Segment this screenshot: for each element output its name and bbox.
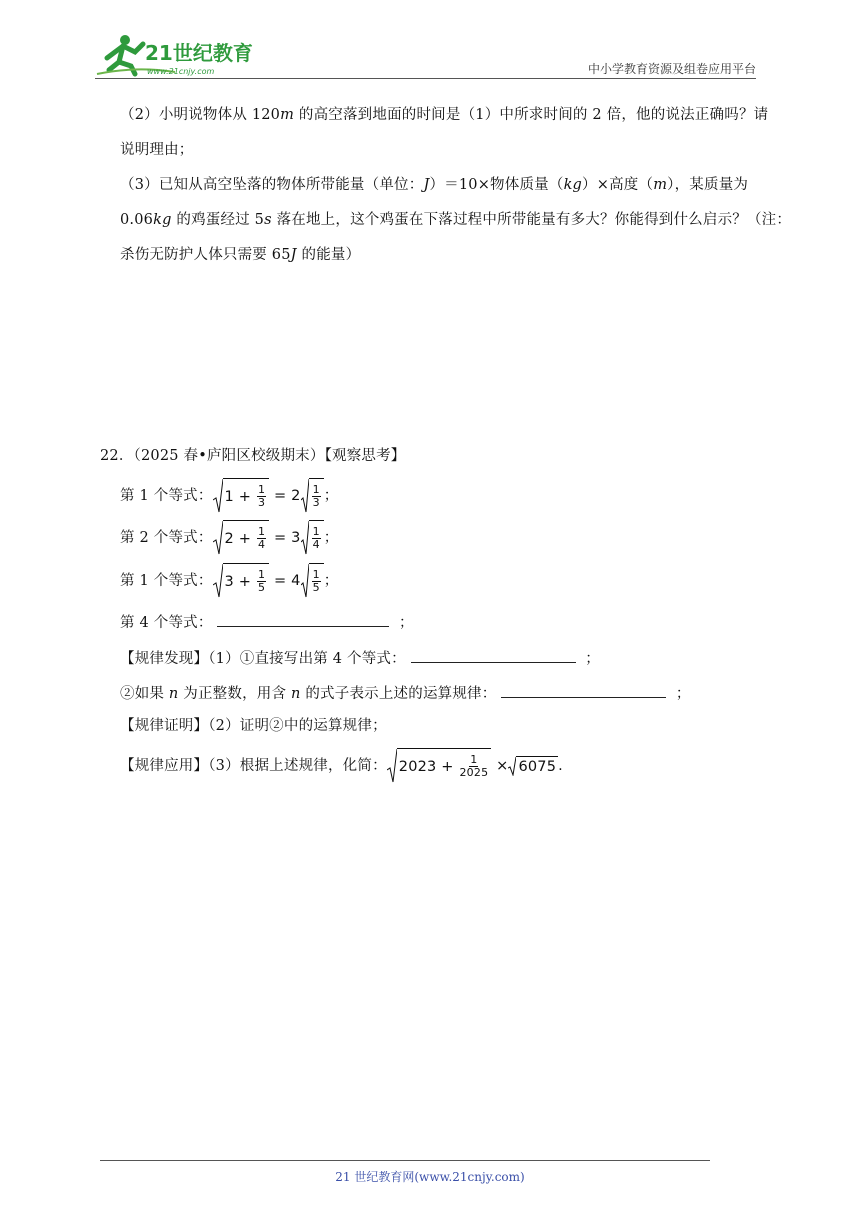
q21-part3-line3: 杀伤无防护人体只需要 65J 的能量） [120,247,361,263]
site-logo [95,30,265,80]
sqrt-expression: 2023 + $\frac{1}{2025}$ [387,748,491,784]
q22-title: 22．（2025 春•庐阳区校级期末）【观察思考】 [100,448,406,464]
law-discovery-part2: ②如果 n 为正整数，用含 n 的式子表示上述的运算规律： ； [120,683,691,704]
sqrt-expression: 1 + $\frac{1}{3}$ [213,478,270,514]
law-application: 【规律应用】（3）根据上述规律，化简： 2023 + $\frac{1}{2025}$ × 6075 . [120,748,563,784]
answer-blank-law1[interactable] [411,648,576,663]
equation-4: 第 4 个等式： ； [120,612,414,633]
q21-part2-line2: 说明理由； [120,142,194,158]
answer-blank-law2[interactable] [501,683,666,698]
svg-text:21世纪教育: 21世纪教育 [145,41,253,65]
q21-part3-line2: 0.06kg 的鸡蛋经过 5s 落在地上，这个鸡蛋在下落过程中所带能量有多大？你能得到什么启示？（注： [120,212,792,228]
equation-3: 第 1 个等式： 3 + $\frac{1}{5}$ = 4 $\frac{1}{5}$ ； [120,563,339,599]
svg-text:www.21cnjy.com: www.21cnjy.com [147,67,215,76]
answer-blank-eq4[interactable] [217,612,389,627]
platform-slogan: 中小学教育资源及组卷应用平台 [587,62,756,76]
footer-site-link[interactable]: 21 世纪教育网(www.21cnjy.com) [335,1170,525,1184]
header-divider [95,78,756,79]
law-proof: 【规律证明】（2）证明②中的运算规律； [120,718,387,734]
q21-part2-line1: （2）小明说物体从 120m 的高空落到地面的时间是（1）中所求时间的 2 倍，他的说法正确吗？请 [120,107,769,123]
equation-2: 第 2 个等式： 2 + $\frac{1}{4}$ = 3 $\frac{1}{4}$ ； [120,520,339,556]
law-discovery-part1: 【规律发现】（1）①直接写出第 4 个等式： ； [120,648,600,669]
q21-part3-line1: （3）已知从高空坠落的物体所带能量（单位：J）＝10×物体质量（kg）×高度（m），某质量为 [120,177,749,193]
footer-divider [100,1160,710,1161]
equation-1: 第 1 个等式： 1 + $\frac{1}{3}$ = 2 $\frac{1}{3}$ ； [120,478,339,514]
